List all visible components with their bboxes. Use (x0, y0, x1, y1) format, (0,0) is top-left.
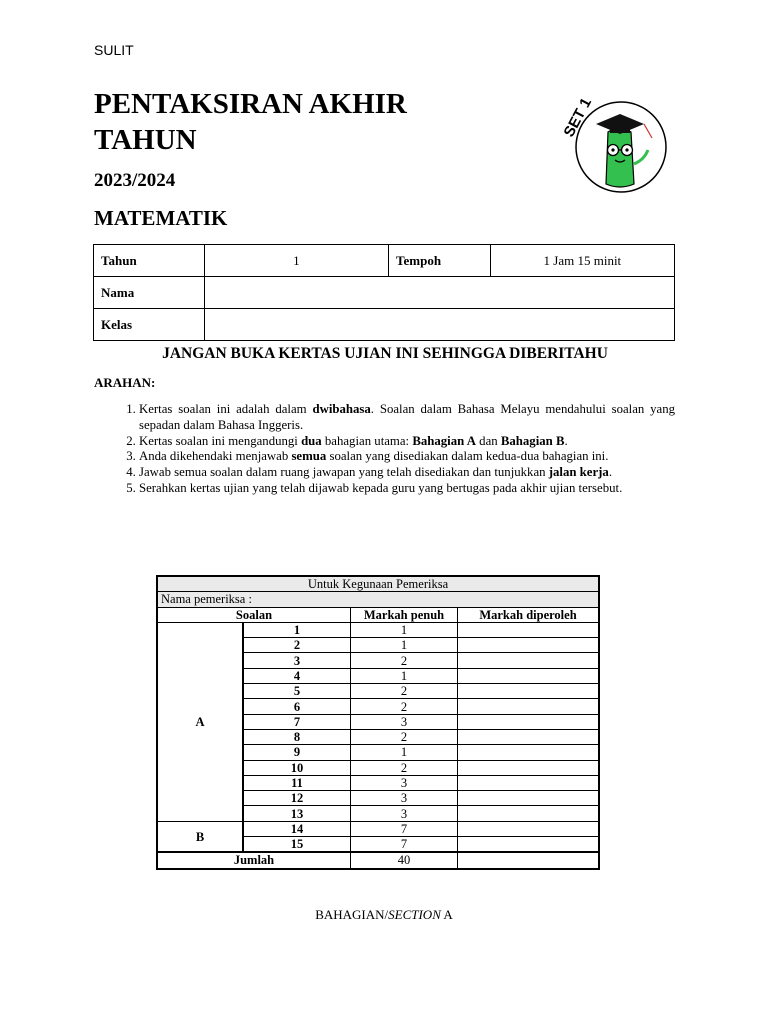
tahun-label: Tahun (94, 245, 205, 277)
nama-field[interactable] (204, 277, 674, 309)
instruction-item: 4. Jawab semua soalan dalam ruang jawapan yang telah disediakan dan tunjukkan jalan kerja. (139, 465, 675, 481)
full-marks: 7 (351, 837, 458, 853)
exam-title (94, 86, 407, 158)
full-marks: 1 (351, 622, 458, 637)
kelas-label: Kelas (94, 309, 205, 341)
question-number: 3 (243, 653, 351, 668)
question-number: 9 (243, 745, 351, 760)
obtained-marks-field[interactable] (458, 622, 600, 637)
examiner-name-label: Nama pemeriksa : (157, 592, 599, 607)
table-row (157, 821, 599, 836)
total-row (157, 852, 599, 868)
total-label: Jumlah (157, 852, 351, 868)
obtained-marks-field[interactable] (458, 729, 600, 744)
instructions-heading: ARAHAN: (94, 375, 156, 390)
question-number: 15 (243, 837, 351, 853)
full-marks: 1 (351, 638, 458, 653)
tempoh-value: 1 Jam 15 minit (490, 245, 674, 277)
tempoh-label: Tempoh (389, 245, 491, 277)
student-info-table (93, 244, 675, 341)
instruction-item: 2. Kertas soalan ini mengandungi dua bahagian utama: Bahagian A dan Bahagian B. (139, 434, 675, 450)
total-value: 40 (351, 852, 458, 868)
question-number: 2 (243, 638, 351, 653)
full-marks: 2 (351, 684, 458, 699)
nama-label: Nama (94, 277, 205, 309)
question-number: 7 (243, 714, 351, 729)
question-number: 5 (243, 684, 351, 699)
set-label: SET 1 (560, 95, 596, 140)
full-marks: 2 (351, 699, 458, 714)
obtained-marks-field[interactable] (458, 837, 600, 853)
full-marks: 1 (351, 668, 458, 683)
col-markah-diperoleh: Markah diperoleh (458, 607, 600, 622)
full-marks: 3 (351, 806, 458, 821)
col-markah-penuh: Markah penuh (351, 607, 458, 622)
instruction-item: 1. Kertas soalan ini adalah dalam dwibahasa. Soalan dalam Bahasa Melayu mendahului soalan yang sepadan dalam Bahasa Inggeris. (139, 402, 675, 434)
question-number: 10 (243, 760, 351, 775)
full-marks: 2 (351, 760, 458, 775)
question-number: 4 (243, 668, 351, 683)
instruction-item: 3. Anda dikehendaki menjawab semua soalan yang disediakan dalam kedua-dua bahagian ini. (139, 449, 675, 465)
section-a-label: A (157, 622, 243, 821)
full-marks: 7 (351, 821, 458, 836)
obtained-marks-field[interactable] (458, 821, 600, 836)
obtained-marks-field[interactable] (458, 760, 600, 775)
title-line-2: TAHUN (94, 124, 197, 156)
question-number: 13 (243, 806, 351, 821)
instruction-item: 5. Serahkan kertas ujian yang telah dijawab kepada guru yang bertugas pada akhir ujian tersebut. (139, 481, 675, 497)
graduate-mascot-icon (558, 94, 674, 194)
full-marks: 2 (351, 729, 458, 744)
question-number: 6 (243, 699, 351, 714)
obtained-marks-field[interactable] (458, 775, 600, 790)
obtained-marks-field[interactable] (458, 653, 600, 668)
full-marks: 3 (351, 791, 458, 806)
instructions-list (94, 402, 675, 497)
obtained-marks-field[interactable] (458, 638, 600, 653)
exam-year: 2023/2024 (94, 170, 176, 191)
section-heading: BAHAGIAN/SECTION A (315, 907, 453, 922)
tahun-value: 1 (204, 245, 388, 277)
obtained-marks-field[interactable] (458, 668, 600, 683)
kelas-field[interactable] (204, 309, 674, 341)
full-marks: 1 (351, 745, 458, 760)
obtained-marks-field[interactable] (458, 745, 600, 760)
question-number: 1 (243, 622, 351, 637)
obtained-marks-field[interactable] (458, 684, 600, 699)
obtained-marks-field[interactable] (458, 699, 600, 714)
obtained-marks-field[interactable] (458, 791, 600, 806)
question-number: 11 (243, 775, 351, 790)
examiner-marks-table (156, 575, 600, 870)
full-marks: 2 (351, 653, 458, 668)
full-marks: 3 (351, 714, 458, 729)
col-soalan: Soalan (157, 607, 351, 622)
warning-text: JANGAN BUKA KERTAS UJIAN INI SEHINGGA DIBERITAHU (162, 345, 608, 362)
total-obtained-field[interactable] (458, 852, 600, 868)
full-marks: 3 (351, 775, 458, 790)
classification-label: SULIT (94, 42, 134, 58)
question-number: 8 (243, 729, 351, 744)
title-line-1: PENTAKSIRAN AKHIR (94, 88, 407, 120)
question-number: 14 (243, 821, 351, 836)
obtained-marks-field[interactable] (458, 714, 600, 729)
marks-table-title: Untuk Kegunaan Pemeriksa (157, 576, 599, 592)
section-b-label: B (157, 821, 243, 852)
subject-title: MATEMATIK (94, 206, 228, 230)
table-row (157, 622, 599, 637)
obtained-marks-field[interactable] (458, 806, 600, 821)
question-number: 12 (243, 791, 351, 806)
